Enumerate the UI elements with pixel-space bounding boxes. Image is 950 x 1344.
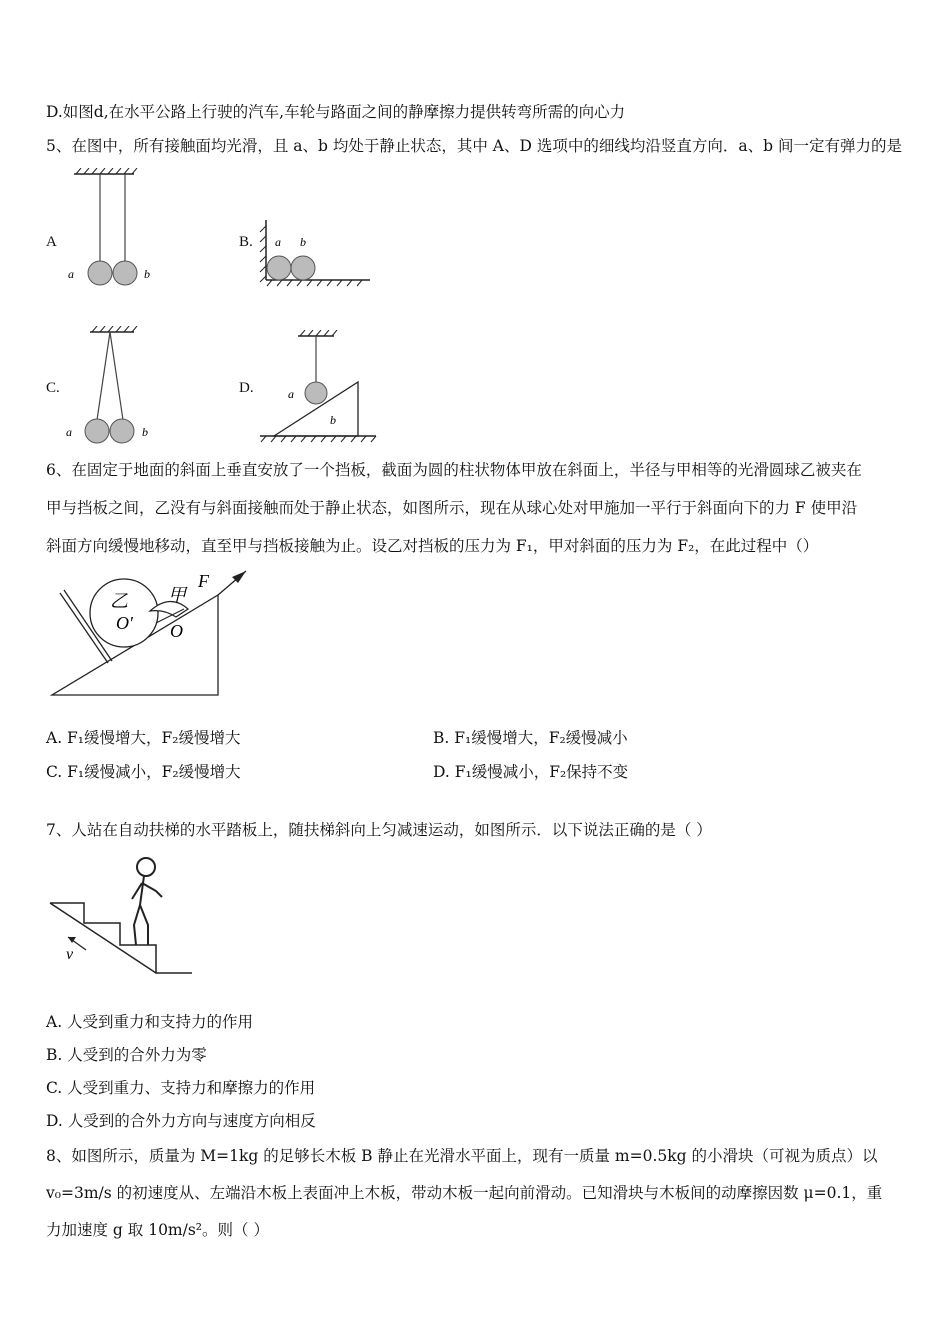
block-b-label: b: [330, 413, 336, 427]
yi-label: 乙: [110, 591, 128, 611]
q6-figure: [46, 565, 256, 700]
q5-label-c: C.: [46, 380, 60, 396]
q5-label-a: A: [46, 234, 57, 250]
ball-a-label: a: [275, 235, 281, 249]
q7-option-b: B. 人受到的合外力为零: [46, 1046, 207, 1064]
q5-figure-a: [62, 168, 172, 290]
q7-option-d: D. 人受到的合外力方向与速度方向相反: [46, 1112, 316, 1130]
jia-label: 甲: [168, 585, 186, 605]
ball-b-label: b: [144, 267, 150, 281]
q6-option-d: D. F₁缓慢减小，F₂保持不变: [433, 763, 629, 781]
ball-a-label: a: [66, 425, 72, 439]
prev-option-d: D.如图d,在水平公路上行驶的汽车,车轮与路面之间的静摩擦力提供转弯所需的向心力: [46, 103, 626, 121]
q5-figure-b: [258, 216, 378, 288]
force-f-label: F: [198, 571, 209, 591]
question-6-line-2: 甲与挡板之间，乙没有与斜面接触而处于静止状态，如图所示，现在从球心处对甲施加一平行于斜面向下的力 F 使甲沿: [46, 499, 858, 517]
q7-option-a: A. 人受到重力和支持力的作用: [46, 1013, 254, 1031]
question-6-line-3: 斜面方向缓慢地移动，直至甲与挡板接触为止。设乙对挡板的压力为 F₁，甲对斜面的压力为 F₂，在此过程中（）: [46, 537, 819, 555]
q5-label-d: D.: [239, 380, 254, 396]
q7-option-c: C. 人受到重力、支持力和摩擦力的作用: [46, 1079, 316, 1097]
q5-figure-d: [256, 330, 386, 444]
q6-option-c: C. F₁缓慢减小，F₂缓慢增大: [46, 763, 241, 781]
question-8-line-1: 8、如图所示，质量为 M=1kg 的足够长木板 B 静止在光滑水平面上，现有一质量 m=0.5kg 的小滑块（可视为质点）以: [46, 1147, 878, 1165]
velocity-v-label: v: [66, 946, 74, 963]
ball-b-label: b: [300, 235, 306, 249]
center-o1-label: O′: [116, 613, 133, 633]
question-8-line-2: v₀=3m/s 的初速度从、左端沿木板上表面冲上木板，带动木板一起向前滑动。已知滑块与木板间的动摩擦因数 μ=0.1，重: [46, 1184, 883, 1202]
center-o-label: O: [170, 621, 183, 641]
ball-a-label: a: [68, 267, 74, 281]
question-7-stem: 7、人站在自动扶梯的水平踏板上，随扶梯斜向上匀减速运动，如图所示．以下说法正确的是（ ）: [46, 821, 712, 839]
q5-label-b: B.: [239, 234, 253, 250]
question-5-stem: 5、在图中，所有接触面均光滑，且 a、b 均处于静止状态，其中 A、D 选项中的细线均沿竖直方向．a、b 间一定有弹力的是: [46, 137, 902, 155]
question-6-line-1: 6、在固定于地面的斜面上垂直安放了一个挡板，截面为圆的柱状物体甲放在斜面上，半径与甲相等的光滑圆球乙被夹在: [46, 461, 862, 479]
q5-figure-c: [60, 326, 170, 446]
q6-option-b: B. F₁缓慢增大，F₂缓慢减小: [433, 729, 628, 747]
q7-escalator-figure: [46, 855, 201, 980]
q6-option-a: A. F₁缓慢增大，F₂缓慢增大: [46, 729, 241, 747]
question-8-line-3: 力加速度 g 取 10m/s²。则（ ）: [46, 1221, 269, 1239]
ball-b-label: b: [142, 425, 148, 439]
ball-a-label: a: [288, 387, 294, 401]
